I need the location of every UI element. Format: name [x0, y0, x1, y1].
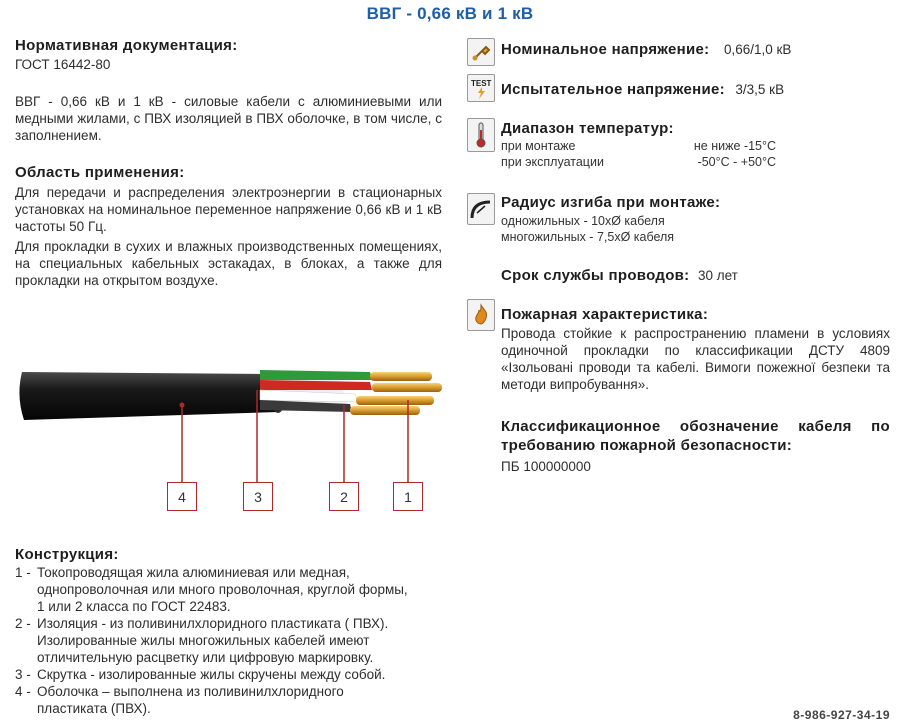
voltage-row: [501, 41, 791, 59]
page-title: ВВГ - 0,66 кВ и 1 кВ: [366, 4, 534, 23]
area-heading: Область применения:: [15, 164, 185, 181]
bend-list: [501, 213, 674, 245]
life-row: [501, 267, 738, 285]
item-text: Изоляция - из поливинилхлоридного пластиката ( ПВХ). Изолированные жилы многожильных кабелей имеют отличительную расцветку или цифровую маркировку.: [37, 616, 389, 665]
fire-text: Провода стойкие к распространению пламени в условиях одиночной прокладки по классификации ДСТУ 4809 «Ізольовані проводи та кабелі. Вимоги пожежної безпеки та методи випробування».: [501, 326, 890, 392]
voltage-value: 0,66/1,0 кВ: [723, 42, 792, 57]
fire-icon: [467, 299, 495, 331]
temp-row-value: не ниже -15°C: [693, 139, 776, 153]
item-text: Скрутка - изолированные жилы скручены между собой.: [37, 667, 386, 682]
bend-row: одножильных - 10xØ кабеля: [501, 214, 665, 228]
callout-4: 4: [167, 482, 197, 511]
construction-item: [15, 564, 445, 615]
voltage-label: Номинальное напряжение:: [501, 41, 710, 58]
temp-row-label: при эксплуатации: [501, 155, 604, 169]
callout-1: 1: [393, 482, 423, 511]
bend-row: многожильных - 7,5xØ кабеля: [501, 230, 675, 244]
temp-table: [501, 138, 776, 170]
test-label: Испытательное напряжение:: [501, 81, 725, 98]
fire-label: Пожарная характеристика:: [501, 306, 709, 323]
item-number: 4 -: [15, 684, 31, 699]
construction-item: [15, 615, 445, 666]
test-value: 3/3,5 кВ: [735, 82, 785, 97]
life-value: 30 лет: [697, 268, 738, 283]
callout-2: 2: [329, 482, 359, 511]
norm-heading: Нормативная документация:: [15, 37, 238, 54]
test-lightning-icon: [467, 74, 495, 102]
construction-item: [15, 666, 445, 683]
construction-heading: Конструкция:: [15, 546, 119, 563]
class-label: Классификационное обозначение кабеля по требованию пожарной безопасности:: [501, 418, 890, 454]
item-number: 3 -: [15, 667, 31, 682]
callout-3: 3: [243, 482, 273, 511]
class-value: ПБ 100000000: [501, 459, 591, 474]
temp-row: [501, 154, 776, 170]
bend-radius-icon: [467, 193, 495, 225]
test-row: [501, 81, 784, 99]
temp-row: [501, 138, 776, 154]
area-paragraph-1: Для передачи и распределения электроэнергии в стационарных установках на номинальное переменное напряжение 0,66 кВ и 1 кВ частоты 50 Гц.: [15, 185, 442, 234]
construction-list: [15, 564, 445, 717]
bend-label: Радиус изгиба при монтаже:: [501, 194, 721, 211]
svg-text:TEST: TEST: [471, 79, 492, 88]
norm-value: ГОСТ 16442-80: [15, 57, 111, 72]
wrench-plug-icon: [467, 38, 495, 66]
description: ВВГ - 0,66 кВ и 1 кВ - силовые кабели с алюминиевыми или медными жилами, с ПВХ изоляцией в ПВХ оболочке, в том числе, с заполнением.: [15, 94, 442, 143]
thermometer-icon: [467, 118, 495, 152]
area-paragraph-2: Для прокладки в сухих и влажных производственных помещениях, на специальных кабельных эстакадах, в блоках, а также для прокладки на открытом воздухе.: [15, 239, 442, 288]
item-text: Оболочка – выполнена из поливинилхлоридного пластиката (ПВХ).: [37, 684, 344, 716]
item-number: 2 -: [15, 616, 31, 631]
temp-label: Диапазон температур:: [501, 120, 674, 137]
item-number: 1 -: [15, 565, 31, 580]
item-text: Токопроводящая жила алюминиевая или медная, однопроволочная или много проволочная, круглой формы, 1 или 2 класса по ГОСТ 22483.: [37, 565, 408, 614]
construction-item: [15, 683, 445, 717]
life-label: Срок службы проводов:: [501, 267, 690, 284]
temp-row-label: при монтаже: [501, 139, 576, 153]
phone-number: 8-986-927-34-19: [793, 708, 890, 722]
temp-row-value: -50°C - +50°C: [697, 155, 776, 169]
